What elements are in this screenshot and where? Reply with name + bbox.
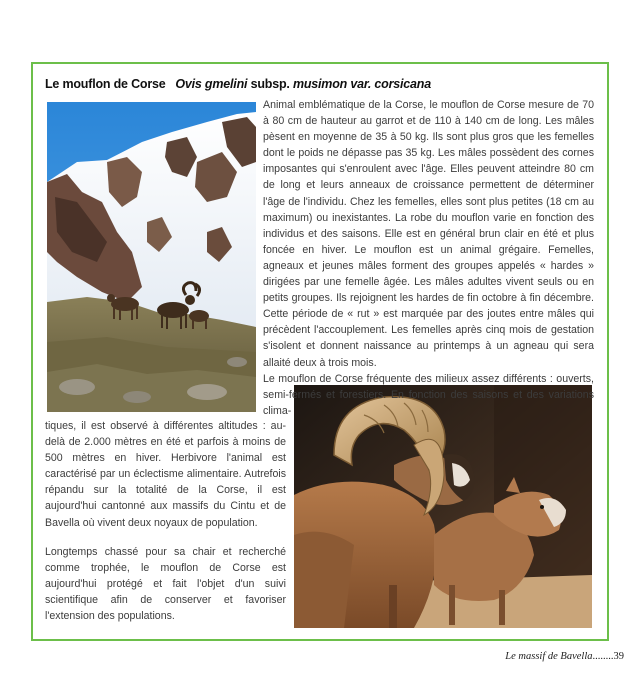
title-variety: musimon var. corsicana [292,77,431,91]
mountain-mouflon-photo [47,102,256,412]
page-number: 39 [613,651,624,662]
footer-dots: ........ [592,651,614,662]
paragraph-description: Animal emblématique de la Corse, le mouflon de Corse mesure de 70 à 80 cm de hauteur au garrot et de 110 à 140 cm de long. Les mâles pèsent en moyenne de 35 à 50 kg. Ils sont plus gros que les femelles dont le poids ne dépasse pas 35 kg. Les mâles possèdent des cornes imposantes qui s'enroulent avec l'âge. Elles peuvent atteindre 80 cm de long et leurs anneaux de croissance permettent de déterminer l'âge de l'individu. Chez les femelles, elles sont plus petites (18 cm au maximum) ou inexistantes. La robe du mouflon varie en fonction des individus et des saisons. Elle est en général brun clair en été et plus foncée en hiver. Le mouflon est un animal grégaire. Femelles, agneaux et jeunes mâles forment des groupes appelés « hardes » dirigées par une femelle âgée. Les mâles adultes vivent seuls ou en petits groupes. Ils rejoignent les hardes de fin octobre à fin décembre. Cette période de « rut » est marquée par des joutes entre mâles qui précèdent l'accouplement. Les femelles après cinq mois de gestation s'isolent et donnent naissance au printemps à un agneau qui sera allaité deux à trois mois. [263,99,594,369]
title-species: Ovis gmelini [175,77,248,91]
title-subsp: subsp. [247,77,293,91]
footer-book-title: Le massif de Bavella [505,651,593,662]
text-column-left [45,418,286,624]
paragraph-habitat-end: tiques, il est observé à différentes altitudes : au-delà de 2.000 mètres en été et parfois à moins de 500 mètres en hiver. Herbivore l'animal est caractérisé par un éclectisme alimentaire. Autrefois répandu sur la totalité de la Corse, il est aujourd'hui cantonné aux massifs du Cintu et de Bavella où vivent deux noyaux de population. [45,420,286,529]
title-common-name: Le mouflon de Corse [45,77,166,91]
mouflon-closeup-photo [294,385,592,628]
paragraph-protection: Longtemps chassé pour sa chair et recherché comme trophée, le mouflon de Corse est aujourd'hui protégé et fait l'objet d'un suivi scientifique afin de conserver et favoriser l'extension des populations. [45,545,286,623]
paragraph-habitat-start: Le mouflon de Corse fréquente des milieux assez différents : ouverts, semi-fermés et forestiers. En fonction des saisons et des variations clima- [263,372,594,417]
text-column-right [263,97,594,419]
page-footer [505,651,624,662]
article-title [45,77,431,91]
